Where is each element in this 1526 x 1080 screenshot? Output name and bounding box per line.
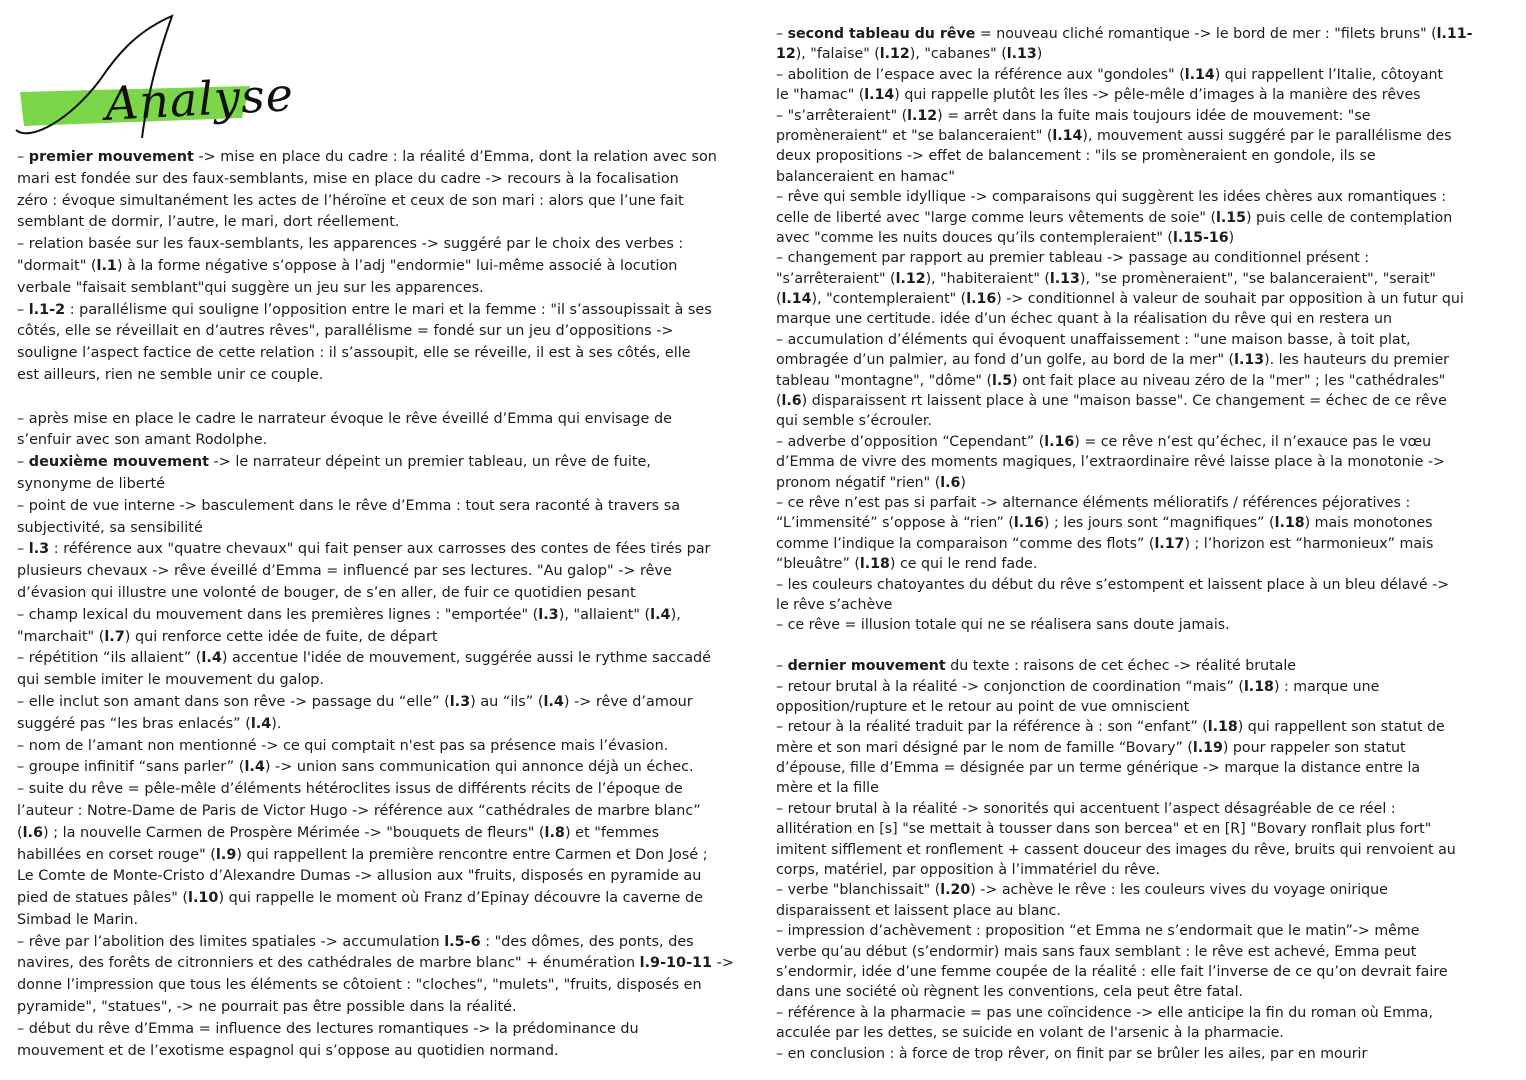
text-line: l’auteur : Notre-Dame de Paris de Victor Hugo -> référence aux “cathédrales de marbre blanc” [17,802,701,819]
text-line: (l.6) disparaissent rt laissent place à une "maison basse". Ce changement = échec de ce rêve [776,393,1447,410]
text-line: imitent sifflement et ronflement + cassent douceur des images du rêve, bruits qui renvoient au [776,841,1456,858]
text-line: – second tableau du rêve = nouveau cliché romantique -> le bord de mer : "filets bruns" (l.11- [776,26,1473,42]
text-line: – rêve par l’abolition des limites spatiales -> accumulation l.5-6 : "des dômes, des ponts, des [17,933,694,950]
text-line: tableau "montagne", "dôme" (l.5) ont fait place au niveau zéro de la "mer" ; les "cathédrales" [776,372,1446,389]
right-column [776,24,1511,1064]
text-line: – changement par rapport au premier tableau -> passage au conditionnel présent : [776,250,1370,267]
text-line: disparaissent et laissent place au blanc. [776,902,1061,919]
text-line: comme l’indique la comparaison “comme des flots” (l.17) ; l’horizon est “harmonieux” mais [776,535,1434,552]
header [10,10,296,150]
text-line: – groupe infinitif “sans parler” (l.4) -> union sans communication qui annonce déjà un échec. [17,759,694,776]
text-line: mari est fondée sur des faux-semblants, mise en place du cadre -> recours à la focalisation [17,170,679,187]
text-line: 12), "falaise" (l.12), "cabanes" (l.13) [776,46,1043,63]
text-line: – suite du rêve = pêle-mêle d’éléments hétéroclites issus de différents récits de l’époque de [17,781,683,798]
text-line: ombragée d’un palmier, au fond d’un golfe, au bord de la mer" (l.13). les hauteurs du premier [776,352,1450,369]
text-line: – premier mouvement -> mise en place du cadre : la réalité d’Emma, dont la relation avec son [17,149,717,165]
text-line: est ailleurs, rien ne semble unir ce couple. [17,366,324,383]
text-line: – début du rêve d’Emma = influence des lectures romantiques -> la prédominance du [17,1020,639,1037]
text-line: plusieurs chevaux -> rêve éveillé d’Emma = influencé par ses lectures. "Au galop" -> rêve [17,563,672,580]
text-line: suggéré pas “les bras enlacés” (l.4). [17,715,282,732]
text-line: – dernier mouvement du texte : raisons de cet échec -> réalité brutale [776,658,1296,675]
text-line: qui semble imiter le mouvement du galop. [17,672,325,689]
text-line: (l.6) ; la nouvelle Carmen de Prospère Mérimée -> "bouquets de fleurs" (l.8) et "femmes [17,824,660,841]
text-line: – accumulation d’éléments qui évoquent unaffaissement : "une maison basse, à toit plat, [776,331,1411,348]
text-line: – abolition de l’espace avec la référence aux "gondoles" (l.14) qui rappellent l’Italie, côtoyant [776,66,1444,83]
text-line: – relation basée sur les faux-semblants, les apparences -> suggéré par le choix des verbes : [17,236,684,253]
text-line: “bleuâtre” (l.18) ce qui le rend fade. [776,556,1038,573]
page-title: Analyse [103,67,296,131]
text-line: subjectivité, sa sensibilité [17,519,203,536]
text-line: "s’arrêteraient" (l.12), "habiteraient" (l.13), "se promèneraient", "se balanceraient", "serait" [776,270,1436,287]
text-line: d’Emma de vivre des moments magiques, l’extraordinaire rêvé laisse place à la monotonie -> [776,454,1445,471]
text-line: – retour brutal à la réalité -> sonorités qui accentuent l’aspect désagréable de ce réel : [776,800,1396,817]
text-line: acculée par les dettes, se suicide en volant de l'arsenic à la pharmacie. [776,1025,1284,1042]
text-line: pied de statues pâles" (l.10) qui rappelle le moment où Franz d’Epinay découvre la caverne de [17,890,703,907]
text-line: qui semble s’écrouler. [776,413,932,430]
text-line: – retour à la réalité traduit par la référence à : son “enfant” (l.18) qui rappellent son statut de [776,719,1445,736]
text-line: – "s’arrêteraient" (l.12) = arrêt dans la fuite mais toujours idée de mouvement: "se [776,107,1371,124]
text-line: – verbe "blanchissait" (l.20) -> achève le rêve : les couleurs vives du voyage onirique [776,882,1388,899]
text-line: opposition/rupture et le retour au point de vue omniscient [776,698,1190,715]
text-line: allitération en [s] "se mettait à tousser dans son bercea" et en [R] "Bovary ronflait plus fort" [776,821,1432,838]
text-line: balanceraient en hamac" [776,168,955,185]
text-line: marque une certitude. idée d’un échec quant à la réalisation du rêve qui en restera un [776,311,1392,328]
text-line: dans une société où règnent les conventions, cela peut être fatal. [776,984,1244,1001]
text-line: celle de liberté avec "large comme leurs vêtements de soie" (l.15) puis celle de contemplation [776,209,1453,226]
text-line: – elle inclut son amant dans son rêve -> passage du “elle” (l.3) au “ils” (l.4) -> rêve d’amour [17,693,693,710]
text-line: avec "comme les nuits douces qu’ils contempleraient" (l.15-16) [776,229,1235,246]
text-line: côtés, elle se réveillait en d’autres rêves", parallélisme = fondé sur un jeu d’oppositions -> [17,323,674,340]
text-line: – l.1-2 : parallélisme qui souligne l’opposition entre le mari et la femme : "il s’assoupissait à ses [17,301,712,318]
text-line: s’enfuir avec son amant Rodolphe. [17,432,268,449]
text-line: deux propositions -> effet de balancement : "ils se promèneraient en gondole, ils se [776,148,1376,165]
text-line: synonyme de liberté [17,475,165,492]
text-line: mère et son mari désigné par le nom de famille “Bovary” (l.19) pour rappeler son statut [776,739,1406,756]
text-line: "marchait" (l.7) qui renforce cette idée de fuite, de départ [17,628,438,645]
text-line: – référence à la pharmacie = pas une coïncidence -> elle anticipe la fin du roman où Emma, [776,1004,1433,1021]
text-line: – ce rêve = illusion totale qui ne se réalisera sans doute jamais. [776,617,1230,634]
text-line: verbale "faisait semblant"qui suggère un jeu sur les apparences. [17,279,484,296]
text-line: donne l’impression que tous les éléments se côtoient : "cloches", "mulets", "fruits, disposés en [17,977,702,994]
text-line: verbe qu’au début (s’endormir) mais sans faux semblant : le rêve est achevé, Emma peut [776,943,1417,960]
text-line: pyramide", "statues", -> ne pourrait pas être possible dans la réalité. [17,999,517,1016]
text-line: – impression d’achèvement : proposition “et Emma ne s’endormait que le matin”-> même [776,923,1420,940]
text-line: – champ lexical du mouvement dans les premières lignes : "emportée" (l.3), "allaient" (l.4), [17,606,681,623]
text-line: – nom de l’amant non mentionné -> ce qui comptait n'est pas sa présence mais l’évasion. [17,737,669,754]
text-line: – les couleurs chatoyantes du début du rêve s’estompent et laissent place à un bleu délavé -> [776,576,1450,593]
text-line: d’épouse, fille d’Emma = désignée par un terme générique -> marque la distance entre la [776,760,1421,777]
text-line: – adverbe d’opposition “Cependant” (l.16) = ce rêve n’est qu’échec, il n’exauce pas le vœu [776,433,1432,450]
text-line: le "hamac" (l.14) qui rappelle plutôt les îles -> pêle-mêle d’images à la manière des rêves [776,87,1421,104]
text-line: – point de vue interne -> basculement dans le rêve d’Emma : tout sera raconté à travers sa [17,497,681,514]
text-line: Le Comte de Monte-Cristo d’Alexandre Dumas -> allusion aux "fruits, disposés en pyramide au [17,868,702,885]
text-line: – répétition “ils allaient” (l.4) accentue l'idée de mouvement, suggérée aussi le rythme saccadé [17,650,712,667]
text-line: mère et la fille [776,780,879,797]
text-line: (l.14), "contempleraient" (l.16) -> conditionnel à valeur de souhait par opposition à un futur qui [776,291,1464,308]
text-line: semblant de dormir, l’autre, le mari, dort réellement. [17,214,400,231]
text-line: zéro : évoque simultanément les actes de l’héroïne et ceux de son mari : alors que l’une fait [17,192,684,209]
left-column [17,147,765,1062]
text-line: le rêve s’achève [776,596,893,613]
text-line: navires, des forêts de citronniers et des cathédrales de marbre blanc" + énumération l.9-10-11 -> [17,955,734,972]
text-line: – deuxième mouvement -> le narrateur dépeint un premier tableau, un rêve de fuite, [17,454,651,471]
text-line: – en conclusion : à force de trop rêver, on finit par se brûler les ailes, par en mourir [776,1045,1368,1062]
text-line: souligne l’aspect factice de cette relation : il s’assoupit, elle se réveille, il est à ses côtés, elle [17,345,691,362]
text-line: pronom négatif "rien" (l.6) [776,474,966,491]
text-line: – ce rêve n’est pas si parfait -> alternance éléments mélioratifs / références péjoratives : [776,494,1411,511]
text-line: "dormait" (l.1) à la forme négative s’oppose à l’adj "endormie" lui-même associé à locution [17,257,678,274]
text-line: Simbad le Marin. [17,911,139,928]
text-line: s’endormir, idée d’une femme coupée de la réalité : elle fait l’inverse de ce qu’on devrait faire [776,963,1448,980]
text-line: habillées en corset rouge" (l.9) qui rappellent la première rencontre entre Carmen et Don José ; [17,846,708,863]
text-line: “L’immensité” s’oppose à “rien” (l.16) ; les jours sont “magnifiques” (l.18) mais monotones [776,515,1433,532]
text-line: mouvement et de l’exotisme espagnol qui s’oppose au quotidien normand. [17,1042,559,1059]
text-line: – retour brutal à la réalité -> conjonction de coordination “mais” (l.18) : marque une [776,678,1380,695]
text-line: – rêve qui semble idyllique -> comparaisons qui suggèrent les idées chères aux romantiques : [776,189,1447,206]
text-line: – après mise en place le cadre le narrateur évoque le rêve éveillé d’Emma qui envisage de [17,410,672,427]
text-line: – l.3 : référence aux "quatre chevaux" qui fait penser aux carrosses des contes de fées tirés par [17,541,711,558]
text-line: d’évasion qui illustre une volonté de bouger, de s’en aller, de fuir ce quotidien pesant [17,584,636,601]
text-line: corps, matériel, par opposition à l’immatériel du rêve. [776,862,1161,879]
text-line: promèneraient" et "se balanceraient" (l.14), mouvement aussi suggéré par le parallélisme des [776,127,1452,144]
